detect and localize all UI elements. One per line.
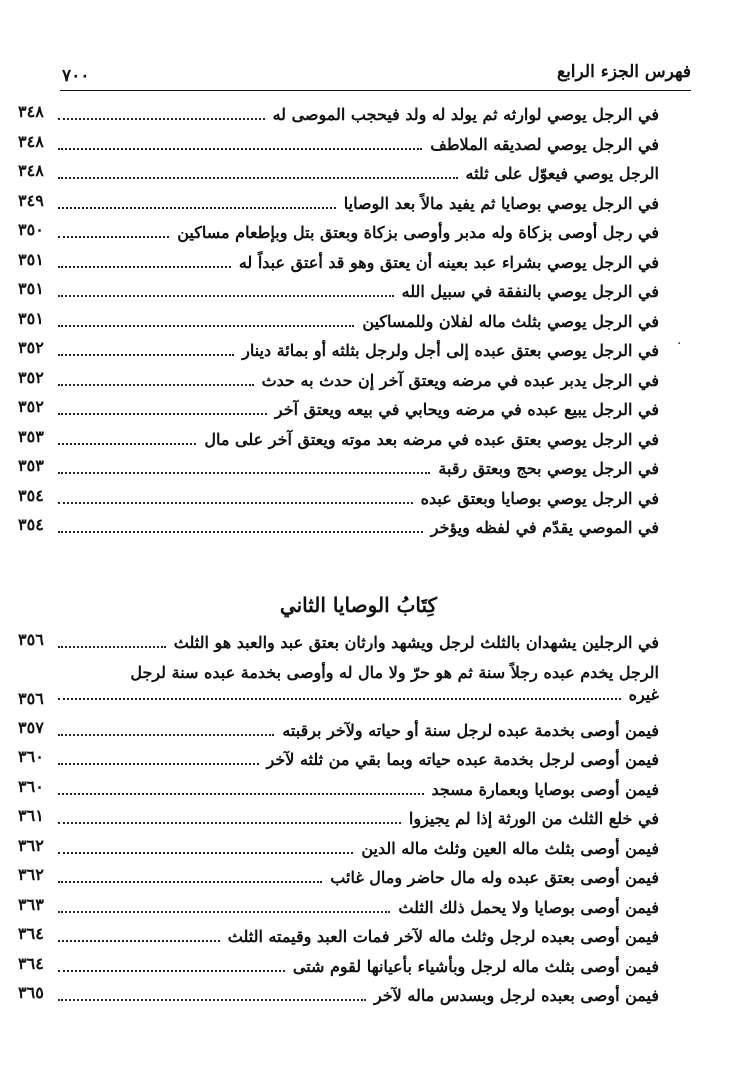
section-heading: كِتَابُ الوصايا الثاني: [279, 593, 438, 617]
entry-text: فيمن أوصى بخدمة عبده لرجل سنة أو حياته ولآخر برقبته: [282, 720, 659, 740]
index-section-2: [18, 628, 659, 1011]
entry-text: في الرجل يوصي بعتق عبده في مرضه بعد موته ويعتق آخر على مال: [204, 429, 659, 449]
dot-leader: [58, 443, 196, 445]
index-entry: [18, 366, 659, 396]
entry-page-number: ٣٥٦: [18, 630, 44, 649]
entry-text: غيره: [628, 684, 659, 704]
entry-page-number: ٣٦٤: [18, 924, 44, 943]
entry-text: في الرجل يدبر عبده في مرضه ويعتق آخر إن حدث به حدث: [261, 370, 659, 390]
dot-leader: [58, 881, 322, 883]
dot-leader: [58, 793, 424, 795]
entry-text-line1: الرجل يخدم عبده رجلاً سنة ثم هو حرّ ولا مال له وأوصى بخدمة عبده سنة لرجل: [130, 662, 659, 682]
entry-page-number: ٣٦٤: [18, 953, 44, 973]
entry-text: في الرجلين يشهدان بالثلث لرجل ويشهد وارثان بعتق عبد والعبد هو الثلث: [173, 633, 659, 652]
index-entry: [18, 218, 659, 248]
dot-leader: [58, 236, 169, 238]
entry-text: في الرجل يبيع عبده في مرضه ويحابي في بيعه ويعتق آخر: [274, 400, 659, 419]
entry-text: في الرجل يوصي بالنفقة في سبيل الله: [401, 282, 659, 301]
index-entry: [18, 454, 659, 484]
index-entry: [18, 804, 659, 834]
dot-leader: [58, 970, 285, 972]
index-entry: [18, 277, 659, 307]
dot-leader: [58, 384, 254, 386]
entry-text: فيمن أوصى بثلث ماله لرجل وبأشياء بأعيانها لقوم شتى: [292, 956, 659, 976]
entry-page-number: ٣٥١: [18, 279, 44, 298]
margin-mark: ·: [677, 336, 682, 352]
entry-page-number: ٣٥٠: [18, 220, 44, 239]
dot-leader: [58, 763, 259, 765]
entry-page-number: ٣٥٧: [18, 717, 44, 737]
entry-text: في الرجل يوصي بشراء عبد بعينه أن يعتق وهو قد أعتق عبداً له: [238, 252, 659, 272]
entry-text: في الرجل يوصي بحج وبعتق رقبة: [438, 459, 659, 478]
dot-leader: [58, 325, 354, 327]
entry-page-number: ٣٥٦: [18, 688, 44, 708]
index-entry: [18, 248, 659, 278]
entry-page-number: ٣٤٨: [18, 102, 44, 121]
entry-text: فيمن أوصى بعبده لرجل وثلث ماله لآخر فمات العبد وقيمته الثلث: [227, 927, 659, 946]
entry-page-number: ٣٦٢: [18, 865, 44, 884]
dot-leader: [58, 148, 422, 150]
index-entry: [18, 159, 659, 189]
index-entry: [18, 484, 659, 514]
dot-leader: [58, 207, 336, 209]
entry-page-number: ٣٥٤: [18, 515, 44, 534]
entry-text: في الرجل يوصي بعتق عبده إلى أجل ولرجل بثلثه أو بمائة دينار: [242, 341, 659, 360]
entry-page-number: ٣٥٣: [18, 456, 44, 475]
dot-leader: [58, 177, 458, 179]
entry-text: فيمن أوصى لرجل بخدمة عبده حياته وبما بقي من ثلثه لآخر: [266, 750, 659, 769]
entry-page-number: ٣٥٣: [18, 426, 44, 446]
dot-leader: [58, 999, 366, 1001]
entry-page-number: ٣٥٢: [18, 397, 44, 416]
index-entry: [18, 130, 659, 160]
index-section-1: [18, 100, 659, 543]
dot-leader: [58, 531, 423, 533]
dot-leader: [58, 822, 401, 824]
dot-leader: [58, 911, 390, 913]
index-entry: [18, 513, 659, 543]
entry-page-number: ٣٥١: [18, 308, 44, 328]
entry-text: في الرجل يوصي بوصايا ثم يفيد مالاً بعد الوصايا: [343, 193, 659, 213]
index-entry: [18, 745, 659, 775]
entry-text: الرجل يوصي فيعوّل على ثلثه: [465, 164, 659, 183]
entry-page-number: ٣٥٢: [18, 338, 44, 357]
index-entry: [18, 395, 659, 425]
index-entry: [18, 716, 659, 746]
entry-text: فيمن أوصى بعتق عبده وله مال حاضر ومال غائب: [330, 868, 659, 887]
index-entry: [18, 658, 659, 716]
entry-text: في الموصي يقدّم في لفظه ويؤخر: [430, 518, 659, 537]
dot-leader: [58, 266, 231, 268]
entry-text: فيمن أوصى بوصايا ولا يحمل ذلك الثلث: [398, 897, 659, 917]
entry-text: فيمن أوصى بثلث ماله العين وثلث ماله الدين: [361, 838, 659, 858]
entry-page-number: ٣٦٣: [18, 894, 44, 914]
dot-leader: [58, 698, 621, 700]
entry-text: فيمن أوصى بعبده لرجل وبسدس ماله لآخر: [373, 986, 659, 1005]
dot-leader: [58, 502, 413, 504]
entry-page-number: ٣٦٢: [18, 835, 44, 855]
dot-leader: [58, 295, 394, 297]
index-entry: [18, 893, 659, 923]
entry-page-number: ٣٥٤: [18, 485, 44, 505]
dot-leader: [58, 734, 274, 736]
dot-leader: [58, 646, 166, 648]
entry-text: في رجل أوصى بزكاة وله مدبر وأوصى بزكاة وبعتق بتل وبإطعام مساكين: [177, 223, 659, 242]
dot-leader: [58, 940, 220, 942]
index-entry: [18, 775, 659, 805]
dot-leader: [58, 413, 267, 415]
index-entry: [18, 189, 659, 219]
entry-text: في الرجل يوصي لصديقه الملاطف: [430, 134, 659, 154]
entry-page-number: ٣٦٠: [18, 747, 44, 766]
page-header: [60, 60, 691, 91]
index-entry: [18, 307, 659, 337]
dot-leader: [58, 118, 265, 120]
running-title: فهرس الجزء الرابع: [557, 62, 691, 82]
dot-leader: [58, 472, 430, 474]
index-entry: [18, 952, 659, 982]
dot-leader: [58, 852, 353, 854]
index-entry: [18, 336, 659, 366]
entry-page-number: ٣٤٩: [18, 190, 44, 210]
entry-text: في الرجل يوصي بثلث ماله لفلان وللمساكين: [362, 311, 659, 331]
entry-page-number: ٣٥١: [18, 249, 44, 269]
entry-page-number: ٣٦٠: [18, 776, 44, 796]
index-entry: [18, 100, 659, 130]
entry-text: فيمن أوصى بوصايا وبعمارة مسجد: [431, 779, 659, 799]
entry-text: في الرجل يوصي بوصايا وبعتق عبده: [420, 488, 659, 508]
entry-page-number: ٣٦١: [18, 806, 44, 825]
entry-page-number: ٣٤٨: [18, 131, 44, 151]
page-number: ٧٠٠: [62, 66, 90, 86]
entry-page-number: ٣٥٢: [18, 367, 44, 387]
index-entry: [18, 628, 659, 658]
index-entry: [18, 922, 659, 952]
index-entry: [18, 981, 659, 1011]
index-entry: [18, 425, 659, 455]
entry-page-number: ٣٦٥: [18, 983, 44, 1002]
index-entry: [18, 863, 659, 893]
dot-leader: [58, 354, 234, 356]
entry-text: في الرجل يوصي لوارثه ثم يولد له ولد فيحجب الموصى له: [272, 105, 659, 124]
index-entry: [18, 834, 659, 864]
entry-text: في خلع الثلث من الورثة إذا لم يجيزوا: [408, 809, 659, 828]
entry-page-number: ٣٤٨: [18, 161, 44, 180]
